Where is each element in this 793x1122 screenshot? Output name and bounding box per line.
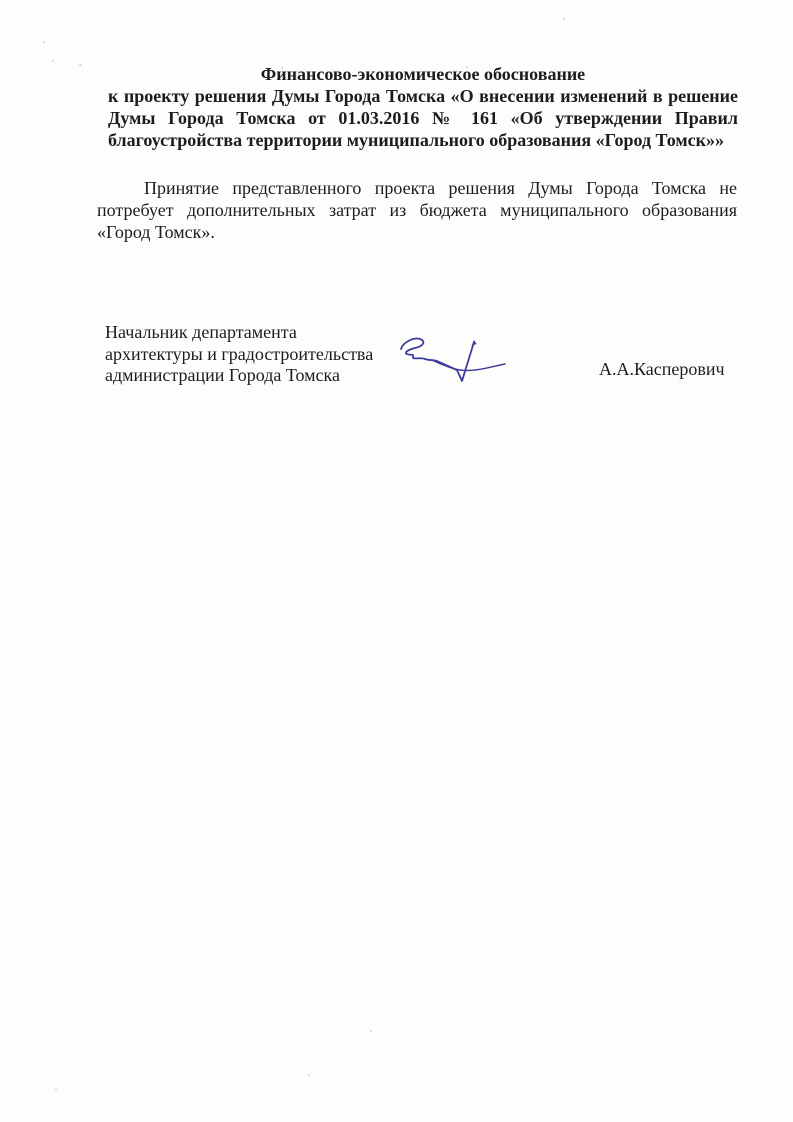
scan-speck (308, 1074, 310, 1076)
scan-speck (370, 1030, 372, 1032)
signatory-position-line: архитектуры и градостроительства (105, 343, 374, 364)
document-header (108, 63, 738, 151)
scan-speck (79, 64, 82, 66)
signature-pen-flick (472, 340, 477, 346)
signatory-position-line: Начальник департамента (105, 322, 297, 342)
document-subtitle: к проекту решения Думы Города Томска «О внесении изменений в решение Думы Города Томска от 01.03.2016 № 161 «Об утверждении Правил благоустройства территории муниципального образования «Город Томск»» (108, 86, 738, 150)
scan-speck (466, 66, 468, 68)
scan-speck (55, 1089, 57, 1091)
scan-speck (563, 18, 565, 20)
scan-speck (52, 60, 54, 62)
signature-scribble-stroke (401, 339, 474, 381)
scan-speck (281, 67, 283, 69)
document-title: Финансово-экономическое обоснование (260, 64, 586, 84)
handwritten-signature-icon (390, 328, 510, 392)
scan-speck (43, 41, 45, 43)
signatory-position-block (105, 322, 415, 387)
body-paragraph: Принятие представленного проекта решения Думы Города Томска не потребует дополнительных затрат из бюджета муниципального образования «Город Томск». (97, 178, 737, 242)
signature-tail-stroke (434, 361, 505, 370)
signatory-position-line: администрации Города Томска (105, 365, 340, 385)
signatory-name: А.А.Касперович (599, 359, 725, 379)
